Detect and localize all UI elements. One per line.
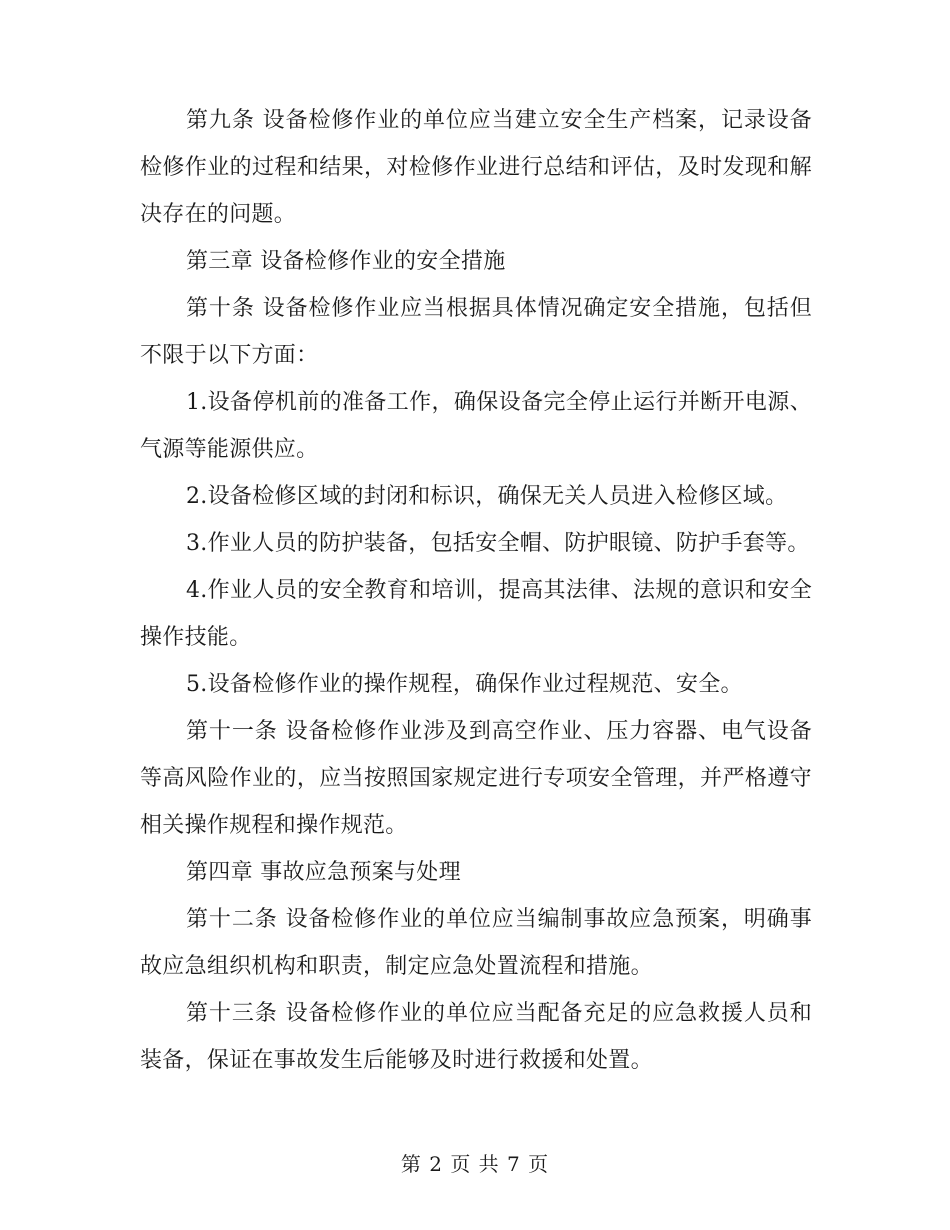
chapter-3-heading: 第三章 设备检修作业的安全措施 <box>186 249 506 274</box>
article-12-paragraph: 第十二条 设备检修作业的单位应当编制事故应急预案，明确事故应急组织机构和职责，制定应急处置流程和措施。 <box>140 907 812 979</box>
document-body <box>140 97 812 1084</box>
list-item-3: 3.作业人员的防护装备，包括安全帽、防护眼镜、防护手套等。 <box>186 531 810 556</box>
article-11-paragraph: 第十一条 设备检修作业涉及到高空作业、压力容器、电气设备等高风险作业的，应当按照国家规定进行专项安全管理，并严格遵守相关操作规程和操作规范。 <box>140 719 812 838</box>
article-10-paragraph: 第十条 设备检修作业应当根据具体情况确定安全措施，包括但不限于以下方面： <box>140 296 812 368</box>
page-number-footer: 第 2 页 共 7 页 <box>400 1152 550 1176</box>
list-item-5: 5.设备检修作业的操作规程，确保作业过程规范、安全。 <box>186 672 743 697</box>
chapter-4-heading: 第四章 事故应急预案与处理 <box>186 860 461 885</box>
list-item-2: 2.设备检修区域的封闭和标识，确保无关人员进入检修区域。 <box>186 484 788 509</box>
list-item-1: 1.设备停机前的准备工作，确保设备完全停止运行并断开电源、气源等能源供应。 <box>140 390 812 462</box>
list-item-4: 4.作业人员的安全教育和培训，提高其法律、法规的意识和安全操作技能。 <box>140 578 812 650</box>
article-9-paragraph: 第九条 设备检修作业的单位应当建立安全生产档案，记录设备检修作业的过程和结果，对检修作业进行总结和评估，及时发现和解决存在的问题。 <box>140 108 812 227</box>
article-13-paragraph: 第十三条 设备检修作业的单位应当配备充足的应急救援人员和装备，保证在事故发生后能够及时进行救援和处置。 <box>140 1001 812 1073</box>
